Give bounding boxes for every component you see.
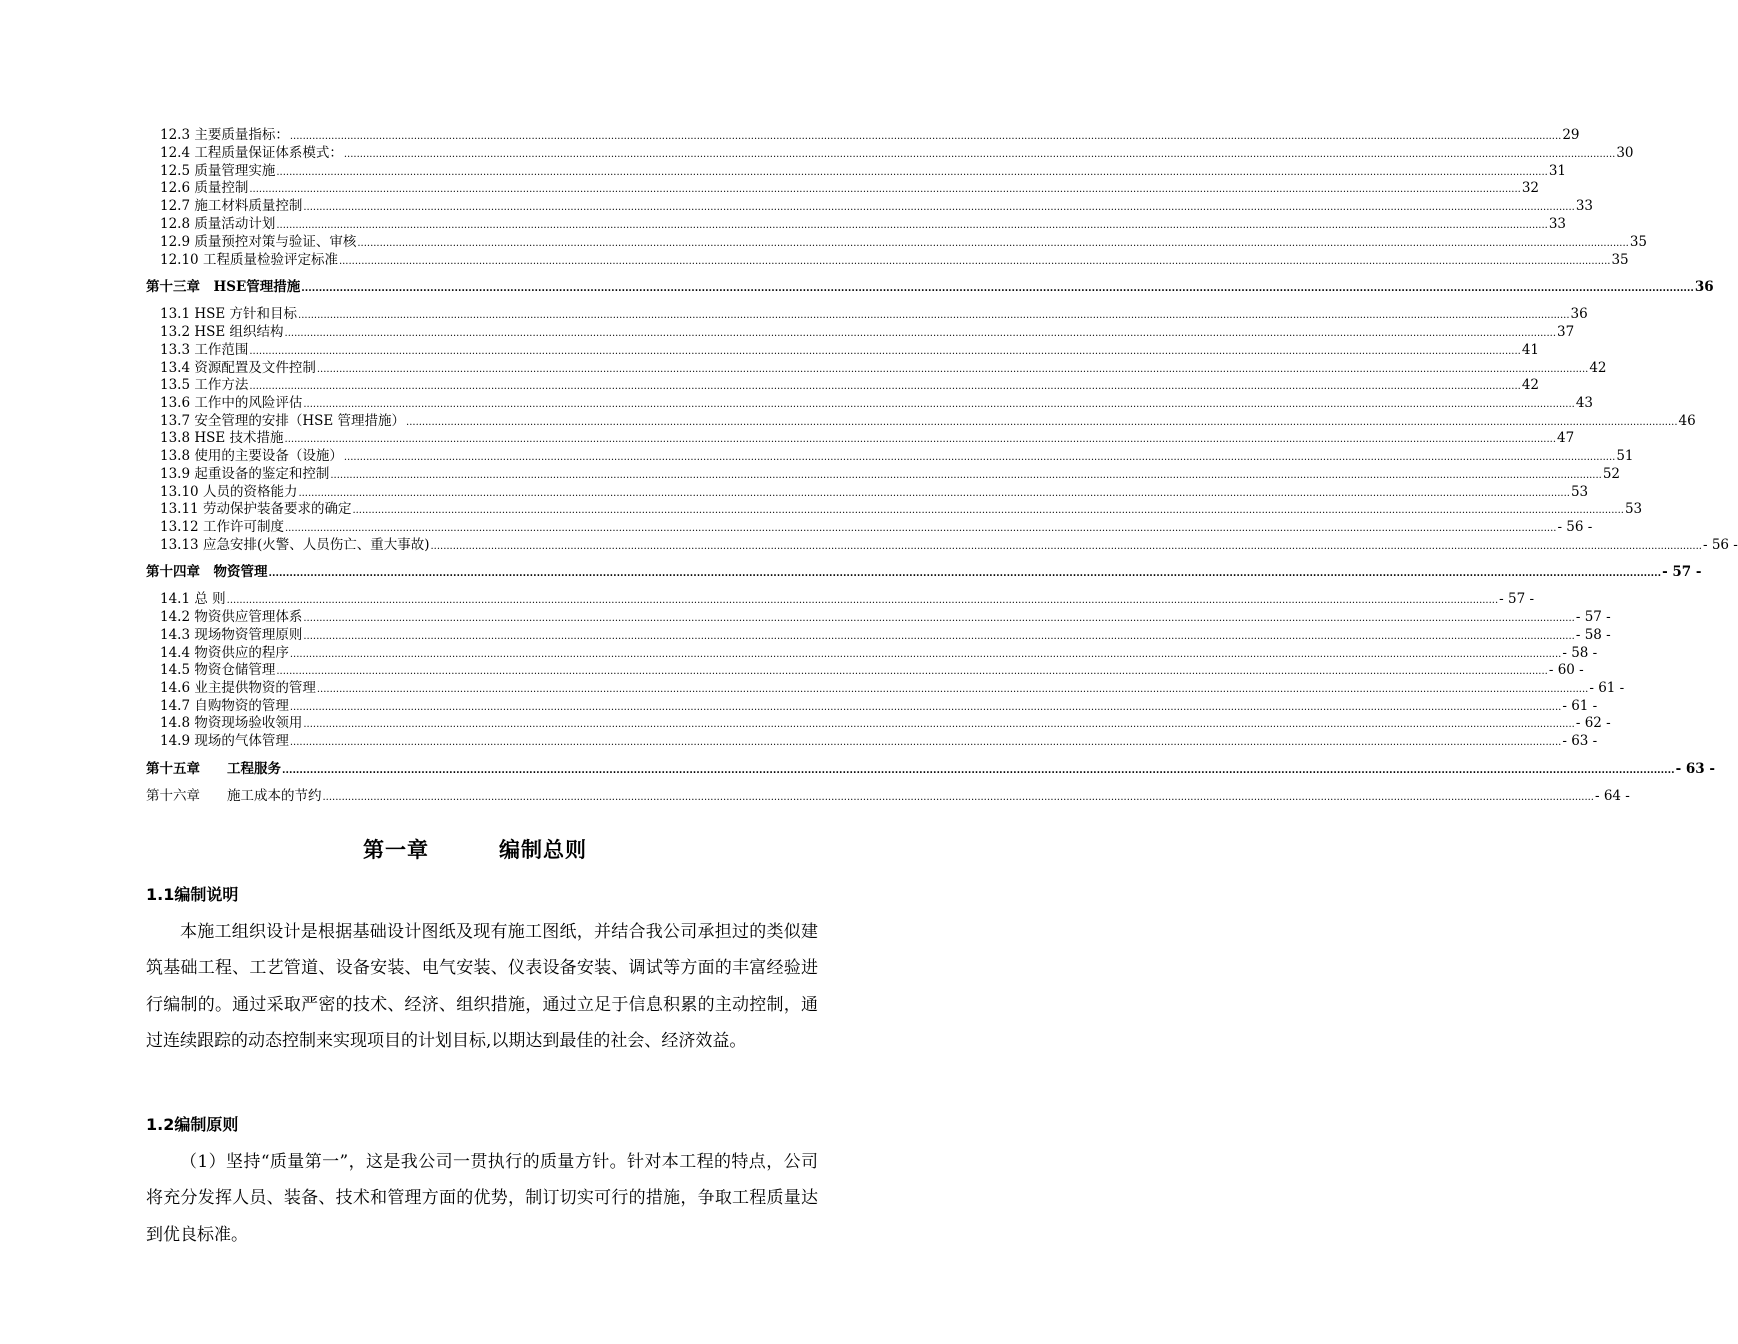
section-heading-1-2: 1.2编制原则 [146,1115,239,1134]
toc-entry-title: 12.6 质量控制 [160,180,249,196]
toc-entry[interactable] [160,305,1588,323]
toc-page-number: 33 [1575,198,1594,214]
toc-entry[interactable] [160,215,1567,233]
toc-dot-leader: ................................................................................................................................................................................................................................................................................................................................................................................................................ [284,434,1557,445]
toc-dot-leader: ................................................................................................................................................................................................................................................................................................................................................................................................................ [303,202,1575,213]
toc-page-number: - 63 - [1562,733,1598,749]
toc-entry-title: 13.3 工作范围 [160,342,249,358]
toc-dot-leader: ................................................................................................................................................................................................................................................................................................................................................................................................................ [284,328,1557,339]
toc-page-number: 53 [1624,501,1643,517]
toc-dot-leader: ................................................................................................................................................................................................................................................................................................................................................................................................................ [298,310,1570,321]
toc-entry-title: 13.11 劳动保护装备要求的确定 [160,501,352,517]
toc-page-number: 52 [1602,466,1621,482]
toc-dot-leader: ................................................................................................................................................................................................................................................................................................................................................................................................................ [276,167,1548,178]
toc-dot-leader: ................................................................................................................................................................................................................................................................................................................................................................................................................ [430,541,1702,552]
toc-entry[interactable] [160,126,1580,144]
toc-page-number: 41 [1521,342,1540,358]
toc-entry[interactable] [160,644,1598,662]
section-paragraph-1-2: （1）坚持“质量第一”，这是我公司一贯执行的质量方针。针对本工程的特点，公司将充分发挥人员、装备、技术和管理方面的优势，制订切实可行的措施，争取工程质量达到优良标准。 [146,1152,818,1245]
toc-entry-title: 13.9 起重设备的鉴定和控制 [160,466,330,482]
toc-entry[interactable] [160,536,1738,554]
toc-entry[interactable] [160,679,1625,697]
toc-page-number: 43 [1575,395,1594,411]
toc-dot-leader: ................................................................................................................................................................................................................................................................................................................................................................................................................ [330,470,1602,481]
toc-entry[interactable] [160,590,1535,608]
toc-entry-title: 14.2 物资供应管理体系 [160,609,303,625]
toc-dot-leader: ................................................................................................................................................................................................................................................................................................................................................................................................................ [322,792,1594,803]
toc-dot-leader: ................................................................................................................................................................................................................................................................................................................................................................................................................ [268,568,1662,579]
toc-dot-leader: ................................................................................................................................................................................................................................................................................................................................................................................................................ [249,184,1521,195]
toc-entry-title: 13.12 工作许可制度 [160,519,284,535]
toc-page-number: - 63 - [1675,761,1715,777]
toc-entry[interactable] [160,697,1598,715]
toc-dot-leader: ................................................................................................................................................................................................................................................................................................................................................................................................................ [276,220,1548,231]
toc-entry-title: 14.8 物资现场验收领用 [160,715,303,731]
toc-dot-leader: ................................................................................................................................................................................................................................................................................................................................................................................................................ [303,631,1575,642]
toc-entry-title: 13.8 使用的主要设备（设施） [160,448,343,464]
toc-page-number: 36 [1694,279,1714,295]
toc-page-number: - 56 - [1557,519,1593,535]
toc-page-number: - 61 - [1589,680,1625,696]
toc-entry-title: 12.10 工程质量检验评定标准 [160,252,338,268]
toc-entry-title: 第十六章 施工成本的节约 [146,788,322,804]
toc-entry[interactable] [160,465,1621,483]
toc-page-number: 30 [1616,145,1634,161]
toc-dot-leader: ................................................................................................................................................................................................................................................................................................................................................................................................................ [301,283,1694,294]
toc-dot-leader: ................................................................................................................................................................................................................................................................................................................................................................................................................ [343,149,1616,160]
toc-dot-leader: ................................................................................................................................................................................................................................................................................................................................................................................................................ [282,765,1675,776]
toc-chapter-entry[interactable] [146,278,1714,296]
toc-entry[interactable] [160,447,1634,465]
chapter-heading [0,834,950,864]
toc-page-number: 29 [1562,127,1580,143]
toc-entry-title: 13.7 安全管理的安排（HSE 管理措施） [160,413,406,429]
toc-dot-leader: ................................................................................................................................................................................................................................................................................................................................................................................................................ [343,452,1616,463]
toc-dot-leader: ................................................................................................................................................................................................................................................................................................................................................................................................................ [357,238,1629,249]
toc-page-number: - 60 - [1548,662,1584,678]
toc-dot-leader: ................................................................................................................................................................................................................................................................................................................................................................................................................ [303,613,1575,624]
toc-entry[interactable] [160,323,1575,341]
toc-entry-title: 14.6 业主提供物资的管理 [160,680,316,696]
toc-entry[interactable] [160,429,1575,447]
toc-page-number: - 57 - [1575,609,1611,625]
toc-chapter-entry[interactable] [146,787,1630,805]
toc-dot-leader: ................................................................................................................................................................................................................................................................................................................................................................................................................ [284,523,1557,534]
toc-entry[interactable] [160,179,1540,197]
toc-entry-title: 第十三章 HSE管理措施 [146,279,301,295]
toc-entry[interactable] [160,394,1594,412]
toc-entry[interactable] [160,732,1598,750]
toc-page-number: 35 [1629,234,1648,250]
toc-dot-leader: ................................................................................................................................................................................................................................................................................................................................................................................................................ [289,131,1562,142]
toc-entry-title: 14.4 物资供应的程序 [160,645,289,661]
toc-page-number: 42 [1521,377,1540,393]
toc-dot-leader: ................................................................................................................................................................................................................................................................................................................................................................................................................ [289,649,1562,660]
toc-page-number: 31 [1548,163,1567,179]
toc-entry-title: 13.2 HSE 组织结构 [160,324,284,340]
toc-dot-leader: ................................................................................................................................................................................................................................................................................................................................................................................................................ [249,346,1521,357]
toc-entry[interactable] [160,412,1696,430]
toc-entry-title: 第十四章 物资管理 [146,564,268,580]
toc-entry[interactable] [160,233,1648,251]
section-heading-1-1: 1.1编制说明 [146,885,239,904]
toc-entry-title: 第十五章 工程服务 [146,761,281,777]
toc-entry-title: 12.7 施工材料质量控制 [160,198,303,214]
toc-page-number: 51 [1616,448,1634,464]
section-paragraph-1-1: 本施工组织设计是根据基础设计图纸及现有施工图纸，并结合我公司承担过的类似建筑基础工程、工艺管道、设备安装、电气安装、仪表设备安装、调试等方面的丰富经验进行编制的。通过采取严密的技术、经济、组织措施，通过立足于信息积累的主动控制，通过连续跟踪的动态控制来实现项目的计划目标,以期达到最佳的社会、经济效益。 [146,922,818,1052]
toc-entry[interactable] [160,359,1607,377]
toc-dot-leader: ................................................................................................................................................................................................................................................................................................................................................................................................................ [289,737,1562,748]
toc-dot-leader: ................................................................................................................................................................................................................................................................................................................................................................................................................ [316,364,1589,375]
toc-entry-title: 13.1 HSE 方针和目标 [160,306,298,322]
toc-chapter-entry[interactable] [146,563,1702,581]
toc-page-number: - 57 - [1499,591,1535,607]
toc-page-number: 47 [1557,430,1575,446]
toc-entry[interactable] [160,376,1540,394]
toc-dot-leader: ................................................................................................................................................................................................................................................................................................................................................................................................................ [289,702,1562,713]
toc-entry[interactable] [160,500,1643,518]
toc-page-number: 36 [1570,306,1588,322]
toc-page-number: 35 [1611,252,1629,268]
toc-page-number: - 58 - [1575,627,1611,643]
toc-entry-title: 14.5 物资仓储管理 [160,662,276,678]
toc-dot-leader: ................................................................................................................................................................................................................................................................................................................................................................................................................ [226,595,1499,606]
toc-dot-leader: ................................................................................................................................................................................................................................................................................................................................................................................................................ [276,666,1548,677]
toc-dot-leader: ................................................................................................................................................................................................................................................................................................................................................................................................................ [338,256,1611,267]
toc-dot-leader: ................................................................................................................................................................................................................................................................................................................................................................................................................ [249,381,1521,392]
toc-entry-title: 13.10 人员的资格能力 [160,484,298,500]
chapter-title: 编制总则 [499,838,587,862]
toc-entry-title: 13.13 应急安排(火警、人员伤亡、重大事故) [160,537,430,553]
toc-entry[interactable] [160,518,1593,536]
toc-entry[interactable] [160,162,1567,180]
toc-entry[interactable] [160,714,1611,732]
toc-page-number: - 64 - [1594,788,1630,804]
toc-entry-title: 13.8 HSE 技术措施 [160,430,284,446]
toc-page-number: - 56 - [1702,537,1738,553]
toc-entry[interactable] [160,197,1594,215]
toc-entry-title: 13.6 工作中的风险评估 [160,395,303,411]
toc-entry[interactable] [160,483,1589,501]
toc-entry-title: 13.5 工作方法 [160,377,249,393]
toc-page-number: - 57 - [1662,564,1702,580]
toc-entry[interactable] [160,661,1584,679]
toc-page-number: 46 [1678,413,1696,429]
chapter-number: 第一章 [363,838,429,862]
toc-page-number: 33 [1548,216,1567,232]
toc-chapter-entry[interactable] [146,760,1715,778]
toc-entry-title: 12.3 主要质量指标： [160,127,289,143]
toc-page-number: 42 [1589,360,1607,376]
toc-page-number: - 61 - [1562,698,1598,714]
toc-dot-leader: ................................................................................................................................................................................................................................................................................................................................................................................................................ [316,684,1589,695]
toc-dot-leader: ................................................................................................................................................................................................................................................................................................................................................................................................................ [406,417,1678,428]
toc-entry-title: 14.7 自购物资的管理 [160,698,289,714]
toc-page-number: 53 [1570,484,1589,500]
toc-dot-leader: ................................................................................................................................................................................................................................................................................................................................................................................................................ [303,399,1575,410]
toc-entry-title: 12.8 质量活动计划 [160,216,276,232]
toc-entry[interactable] [160,251,1629,269]
toc-dot-leader: ................................................................................................................................................................................................................................................................................................................................................................................................................ [352,505,1624,516]
toc-page-number: 37 [1557,324,1575,340]
toc-dot-leader: ................................................................................................................................................................................................................................................................................................................................................................................................................ [303,719,1575,730]
toc-page-number: - 62 - [1575,715,1611,731]
toc-entry[interactable] [160,608,1611,626]
toc-entry[interactable] [160,626,1611,644]
toc-page-number: 32 [1521,180,1540,196]
toc-entry-title: 14.9 现场的气体管理 [160,733,289,749]
toc-entry-title: 12.5 质量管理实施 [160,163,276,179]
toc-entry-title: 13.4 资源配置及文件控制 [160,360,316,376]
toc-dot-leader: ................................................................................................................................................................................................................................................................................................................................................................................................................ [298,488,1570,499]
toc-page-number: - 58 - [1562,645,1598,661]
toc-entry[interactable] [160,341,1540,359]
toc-entry-title: 14.3 现场物资管理原则 [160,627,303,643]
toc-entry[interactable] [160,144,1634,162]
toc-entry-title: 12.4 工程质量保证体系模式： [160,145,343,161]
toc-entry-title: 14.1 总 则 [160,591,226,607]
toc-entry-title: 12.9 质量预控对策与验证、审核 [160,234,357,250]
